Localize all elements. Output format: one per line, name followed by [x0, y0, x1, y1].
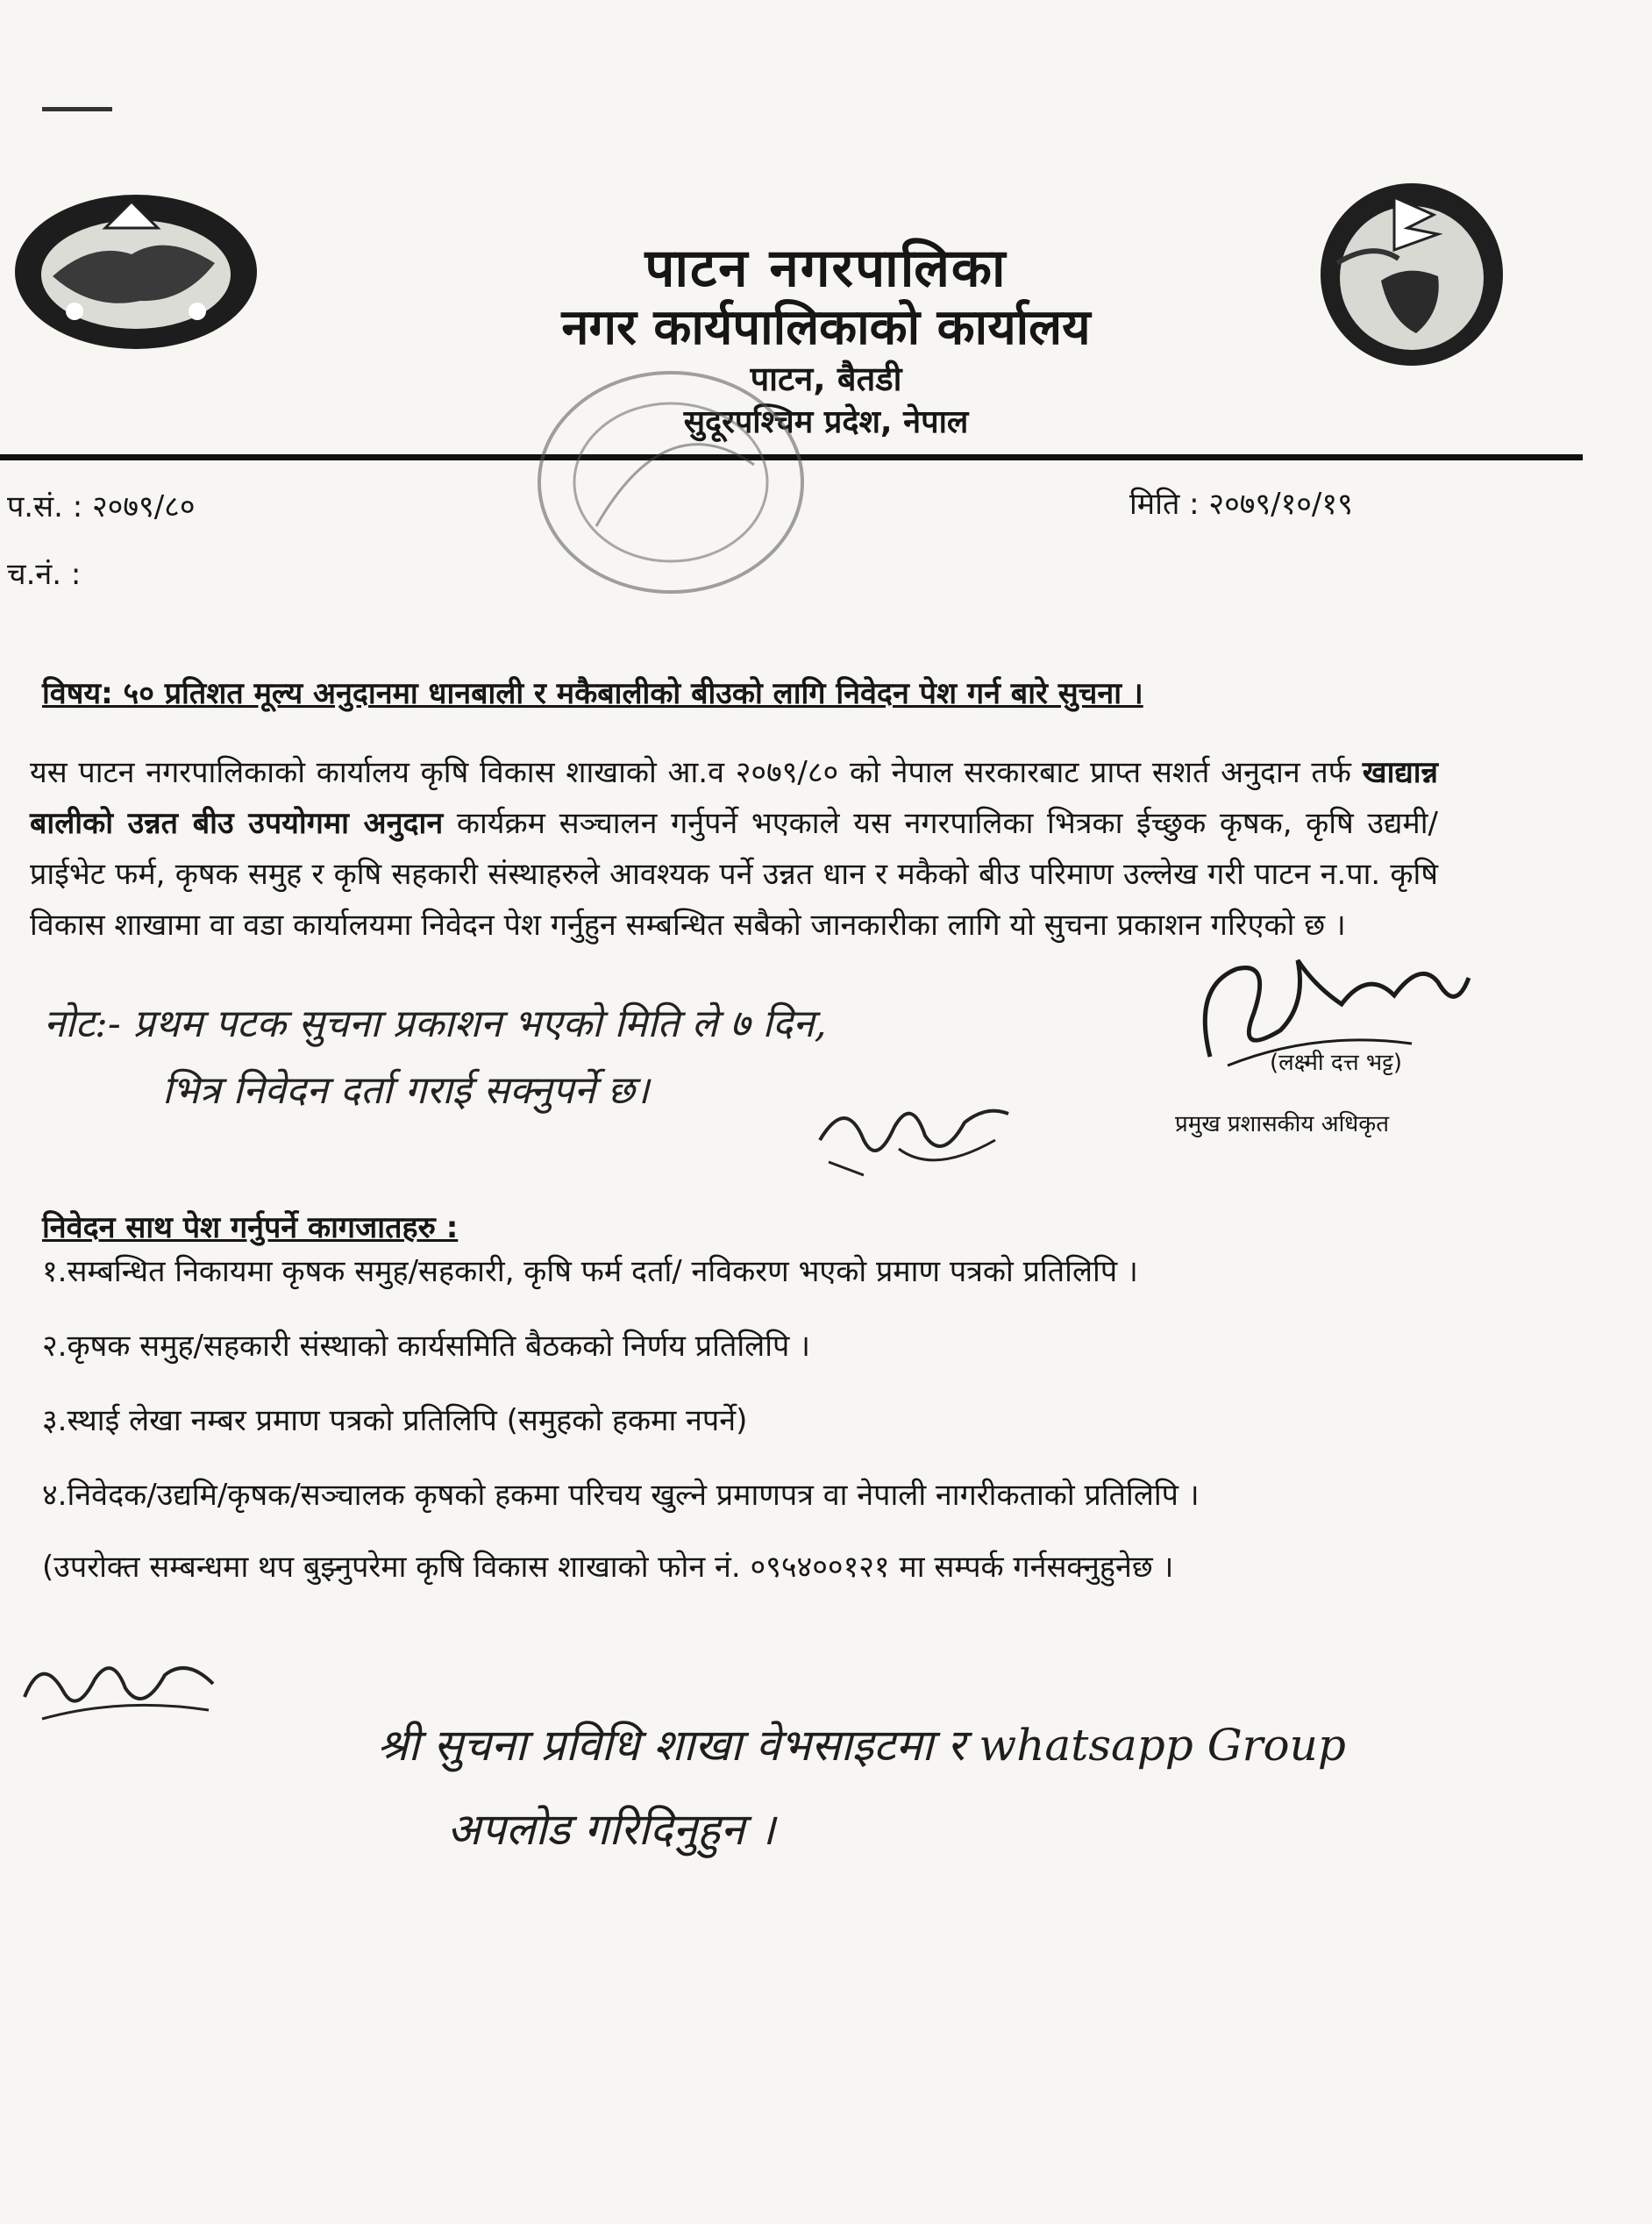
- instruction-line-1: श्री सुचना प्रविधि शाखा वेभसाइटमा र whatsapp Group: [377, 1720, 1346, 1771]
- reference-number: प.सं. : २०७९/८०: [7, 489, 196, 524]
- signatory-name: (लक्ष्मी दत्त भट्ट): [1270, 1050, 1403, 1076]
- note-line-2: भित्र निवेदन दर्ता गराई सक्नुपर्ने छ।: [162, 1068, 650, 1113]
- subject-line: विषय: ५० प्रतिशत मूल्य अनुदानमा धानबाली र मकैबालीको बीउको लागि निवेदन पेश गर्न बारे सुचना ।: [42, 676, 1143, 711]
- document-item: २.कृषक समुह/सहकारी संस्थाको कार्यसमिति बैठकको निर्णय प्रतिलिपि ।: [42, 1329, 811, 1364]
- document-item: १.सम्बन्धित निकायमा कृषक समुह/सहकारी, कृषि फर्म दर्ता/ नविकरण भएको प्रमाण पत्रको प्रतिलिपि ।: [42, 1254, 1138, 1289]
- municipality-name: पाटन नगरपालिका: [644, 238, 1008, 299]
- top-dash-mark: [42, 107, 112, 111]
- body-text-bold: खाद्यान्न बालीको उन्नत बीउ उपयोगमा अनुदान: [30, 755, 1438, 841]
- office-stamp-icon: [526, 351, 815, 614]
- contact-line: (उपरोक्त सम्बन्धमा थप बुझ्नुपरेमा कृषि विकास शाखाको फोन नं. ०९५४००१२१ मा सम्पर्क गर्नसक्नुहुनेछ ।: [42, 1550, 1174, 1585]
- initial-signature-icon: [16, 1636, 226, 1732]
- instruction-line-2: अपलोड गरिदिनुहुन ।: [447, 1804, 776, 1855]
- handwritten-instruction: [377, 1703, 1346, 1871]
- document-item: ३.स्थाई लेखा नम्बर प्रमाण पत्रको प्रतिलिपि (समुहको हकमा नपर्ने): [42, 1403, 748, 1438]
- body-text-part2: कार्यक्रम सञ्चालन गर्नुपर्ने भएकाले यस नगरपालिका भित्रका ईच्छुक कृषक, कृषि उद्यमी/प्राईभेट फर्म, कृषक समुह र कृषि सहकारी संस्थाहरुले आवश्यक पर्ने उन्नत धान र मकैको बीउ परिमाण उल्लेख गरी पाटन न.पा. कृषि विकास शाखामा वा वडा कार्यालयमा निवेदन पेश गर्नुहुन सम्बन्धित सबैको जानकारीका लागि यो सुचना प्रकाशन गरिएको छ ।: [30, 806, 1438, 943]
- document-item: ४.निवेदक/उद्यमि/कृषक/सञ्चालक कृषको हकमा परिचय खुल्ने प्रमाणपत्र वा नेपाली नागरीकताको प्रतिलिपि ।: [42, 1478, 1200, 1513]
- documents-heading: निवेदन साथ पेश गर्नुपर्ने कागजातहरु :: [42, 1210, 459, 1245]
- letter-date: मिति : २०७९/१०/१९: [1129, 487, 1353, 522]
- office-province: सुदूरपश्चिम प्रदेश, नेपाल: [683, 404, 969, 440]
- initial-signature-icon: [811, 1079, 1022, 1184]
- office-name: नगर कार्यपालिकाको कार्यालय: [561, 299, 1091, 356]
- body-text-part1: यस पाटन नगरपालिकाको कार्यालय कृषि विकास शाखाको आ.व २०७९/८० को नेपाल सरकारबाट प्राप्त सशर्त अनुदान तर्फ: [30, 755, 1363, 790]
- signatory-title: प्रमुख प्रशासकीय अधिकृत: [1175, 1111, 1390, 1137]
- dispatch-number: च.नं. :: [7, 557, 82, 592]
- handwritten-note: [44, 991, 827, 1124]
- note-line-1: नोट:- प्रथम पटक सुचना प्रकाशन भएको मिति ले ७ दिन,: [44, 1002, 827, 1046]
- office-address: पाटन, बैतडी: [750, 360, 902, 398]
- notice-body: [30, 747, 1438, 951]
